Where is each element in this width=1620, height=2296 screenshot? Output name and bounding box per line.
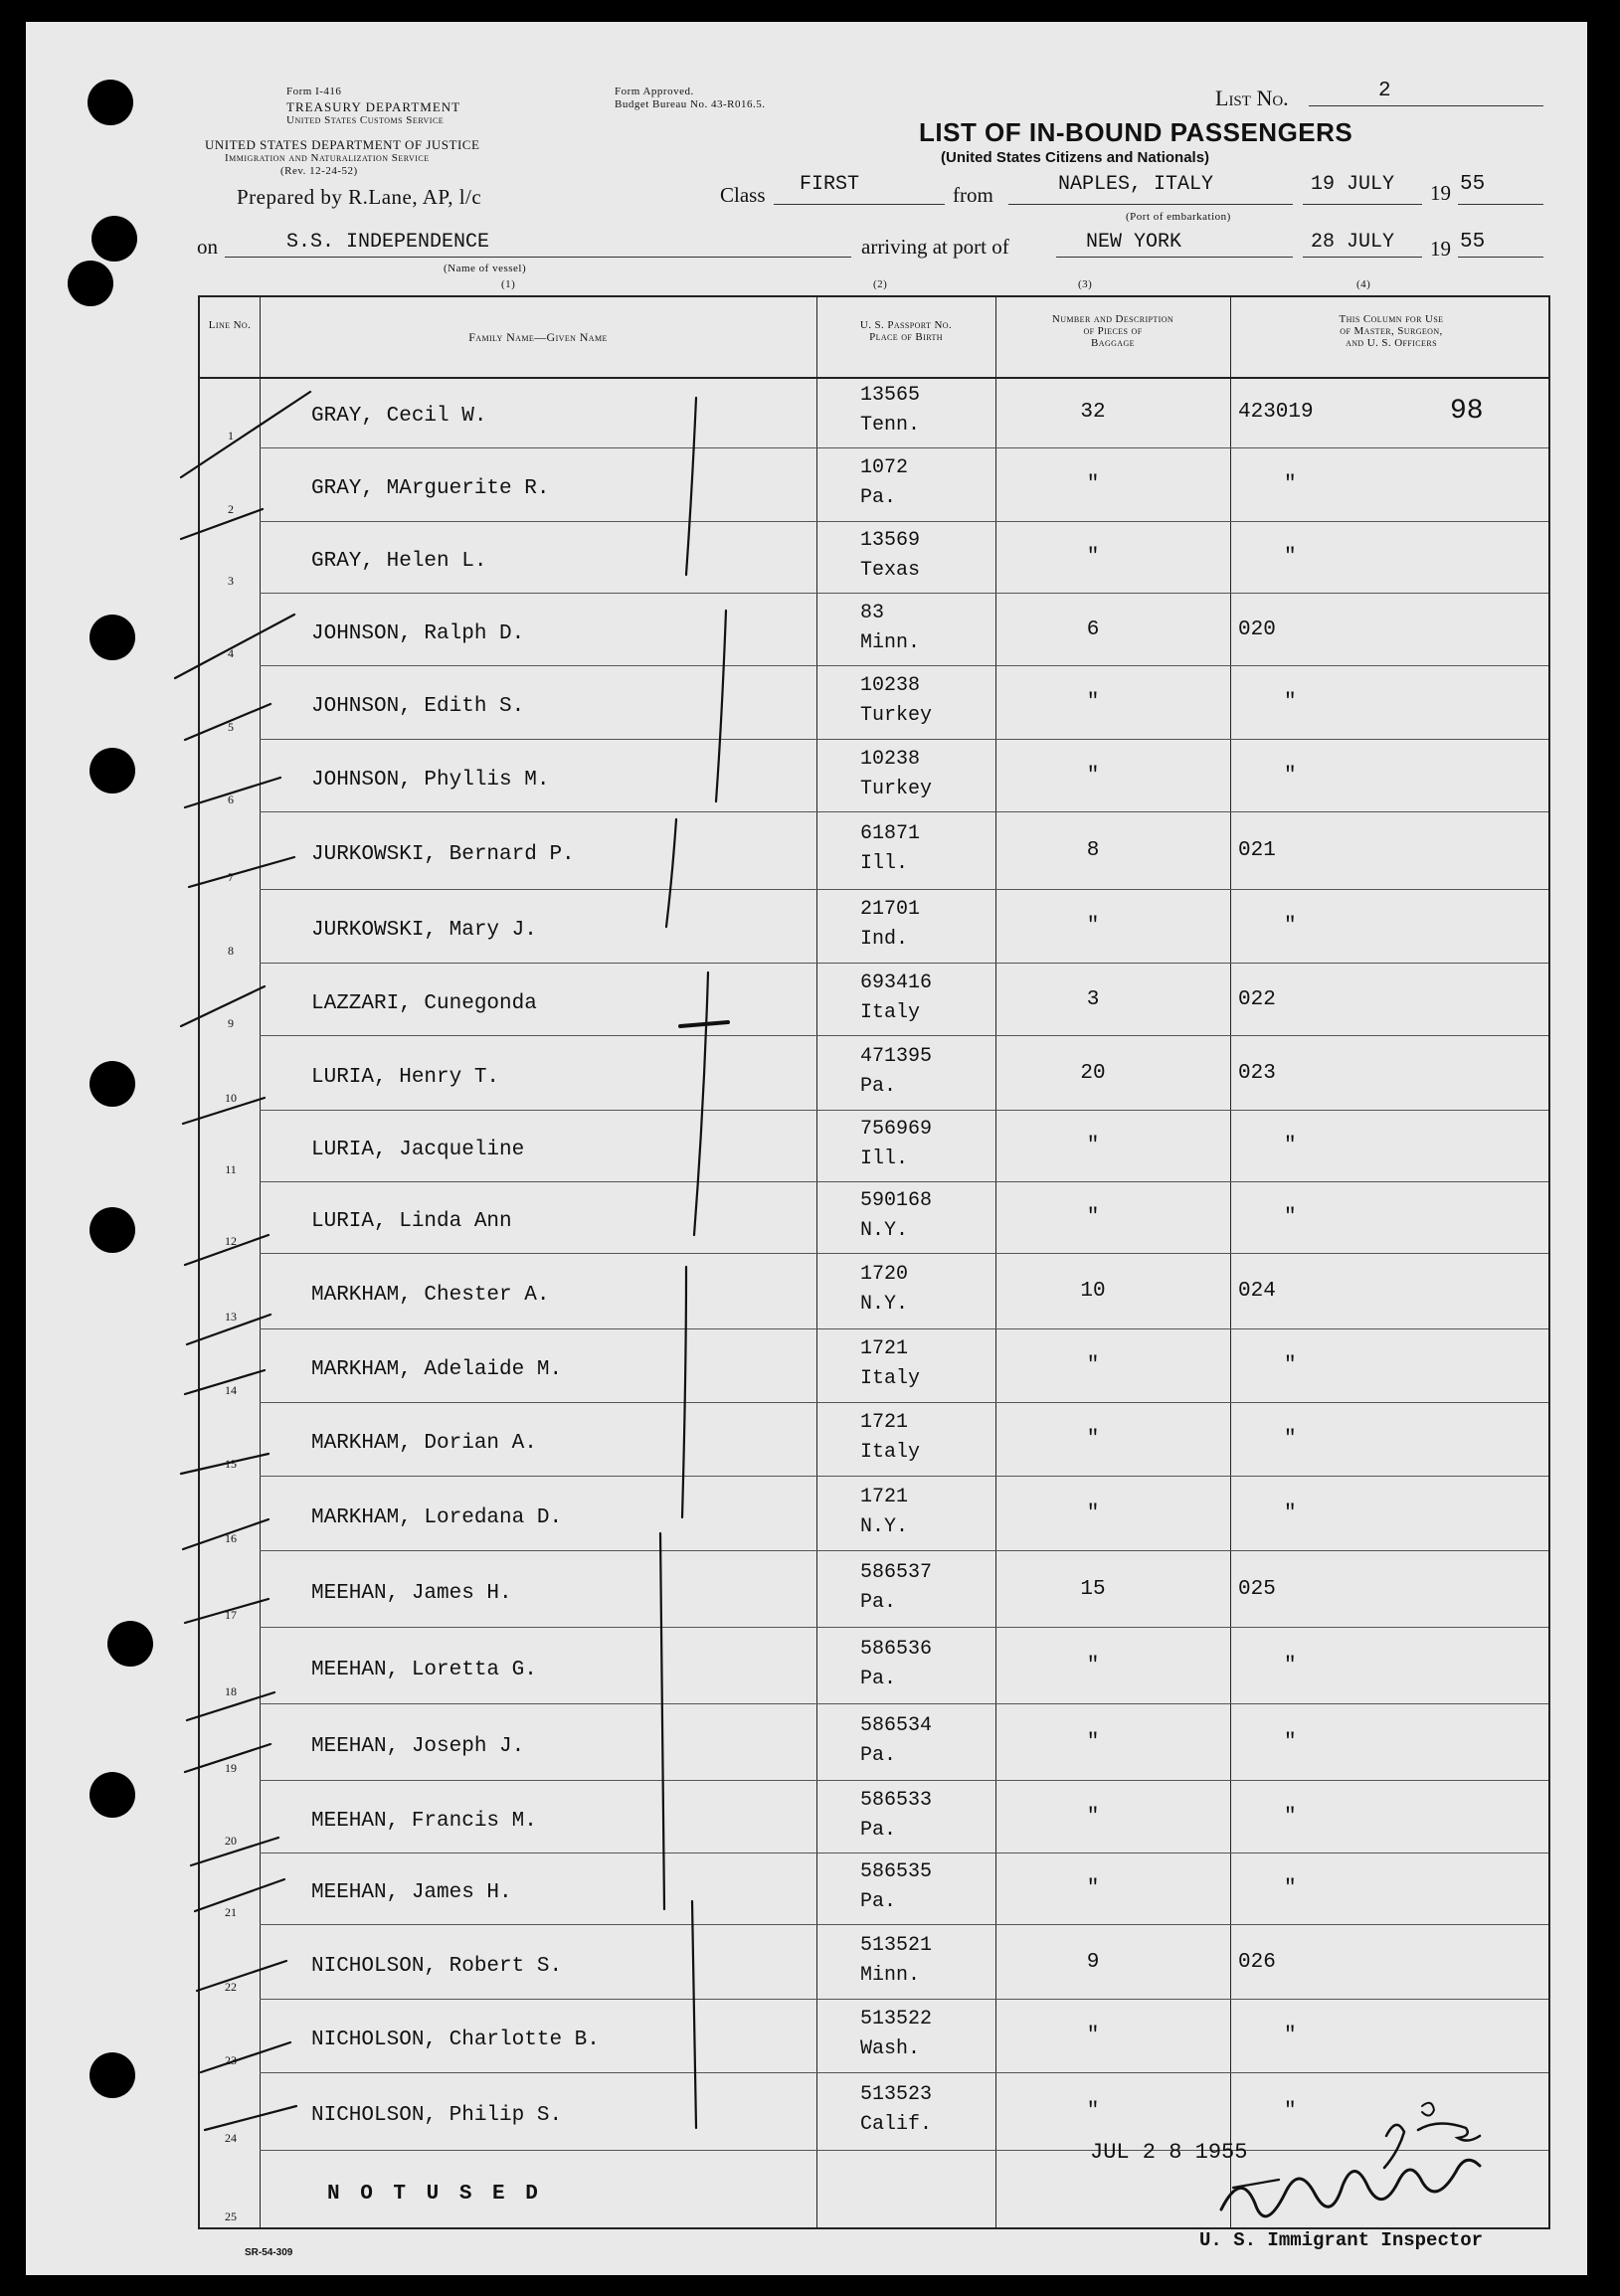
passenger-name: MEEHAN, James H. [311, 1581, 512, 1605]
officer-column-entry: " [1284, 1501, 1297, 1525]
passenger-name: GRAY, MArguerite R. [311, 477, 550, 500]
passenger-name: MEEHAN, James H. [311, 1881, 512, 1904]
passport-number: 513522 [860, 2008, 933, 2031]
from-port: NAPLES, ITALY [1058, 173, 1214, 196]
baggage-count: " [1086, 1206, 1100, 1229]
form-code: SR-54-309 [245, 2247, 293, 2258]
officer-column-entry: 023 [1238, 1061, 1276, 1085]
baggage-count: " [1086, 1730, 1100, 1754]
baggage-count: " [1086, 691, 1100, 714]
baggage-count: 9 [1086, 1950, 1100, 1974]
baggage-count: 32 [1080, 401, 1106, 424]
place-of-birth: Pa. [860, 1590, 897, 1614]
passenger-name: NICHOLSON, Robert S. [311, 1954, 563, 1978]
from-label: from [953, 183, 993, 207]
revision: (Rev. 12-24-52) [280, 165, 358, 177]
place-of-birth: N.Y. [860, 1219, 909, 1242]
baggage-count: " [1086, 546, 1100, 569]
place-of-birth: Italy [860, 1441, 921, 1464]
passport-number: 586533 [860, 1788, 933, 1812]
passenger-name: NICHOLSON, Charlotte B. [311, 2029, 600, 2051]
officer-column-entry: " [1284, 1654, 1297, 1678]
officer-column-entry: " [1284, 1354, 1297, 1377]
passport-number: 1072 [860, 456, 909, 479]
header-passport: U. S. Passport No. Place of Birth [859, 319, 953, 343]
passenger-name: GRAY, Cecil W. [311, 405, 487, 428]
list-number-label: List No. [1215, 86, 1289, 110]
line-number: 9 [228, 1016, 234, 1030]
line-number: 19 [225, 1761, 237, 1775]
officer-column-entry: " [1284, 915, 1297, 938]
line-number: 13 [225, 1310, 237, 1324]
place-of-birth: Texas [860, 559, 921, 582]
place-of-birth: Pa. [860, 1074, 897, 1098]
officer-column-entry: 025 [1238, 1577, 1276, 1601]
passport-number: 471395 [860, 1044, 933, 1068]
line-number: 20 [225, 1834, 237, 1848]
passport-number: 513521 [860, 1933, 933, 1957]
baggage-count: " [1086, 1135, 1100, 1157]
list-number: 2 [1378, 80, 1391, 102]
class-value: FIRST [800, 173, 860, 196]
passenger-name: MEEHAN, Joseph J. [311, 1734, 525, 1758]
place-of-birth: Turkey [860, 704, 933, 727]
place-of-birth: Pa. [860, 486, 897, 509]
line-number: 12 [225, 1234, 237, 1248]
baggage-count: " [1086, 2100, 1100, 2123]
arrival-year: 55 [1460, 231, 1486, 254]
place-of-birth: Minn. [860, 1963, 921, 1987]
form-approved: Form Approved. [615, 86, 694, 97]
place-of-birth: Ind. [860, 928, 909, 951]
passenger-name: JOHNSON, Phyllis M. [311, 768, 550, 792]
place-of-birth: Pa. [860, 1667, 897, 1690]
officer-column-entry: 026 [1238, 1950, 1276, 1974]
place-of-birth: Turkey [860, 777, 933, 800]
passport-number: 1720 [860, 1263, 909, 1286]
page-subtitle: (United States Citizens and Nationals) [941, 149, 1210, 166]
officer-column-entry: " [1284, 691, 1297, 714]
officer-column-entry: " [1284, 473, 1297, 496]
line-number: 7 [228, 870, 234, 884]
arrival-port: NEW YORK [1086, 231, 1182, 254]
officer-column-entry: 423019 [1238, 401, 1314, 424]
top-right-mark: 98 [1450, 396, 1484, 427]
line-number: 15 [225, 1457, 237, 1471]
page-title: LIST OF IN-BOUND PASSENGERS [919, 117, 1353, 147]
place-of-birth: Italy [860, 1000, 921, 1024]
passenger-name: JOHNSON, Edith S. [311, 695, 525, 718]
officer-column-entry: " [1284, 1135, 1297, 1157]
prepared-by: Prepared by R.Lane, AP, l/c [237, 185, 482, 209]
baggage-count: " [1086, 1654, 1100, 1678]
budget-bureau: Budget Bureau No. 43-R016.5. [615, 98, 766, 110]
line-number: 21 [225, 1905, 237, 1919]
class-label: Class [720, 183, 766, 207]
baggage-count: 8 [1086, 839, 1100, 862]
line-number: 25 [225, 2209, 237, 2223]
place-of-birth: Italy [860, 1367, 921, 1390]
arrival-stamp: JUL 2 8 1955 [1090, 2140, 1248, 2165]
line-number: 11 [225, 1162, 237, 1176]
baggage-count: 10 [1080, 1280, 1106, 1303]
line-number: 23 [225, 2053, 237, 2067]
treasury-department: TREASURY DEPARTMENT [286, 99, 461, 114]
line-number: 5 [228, 720, 234, 734]
baggage-count: " [1086, 1501, 1100, 1525]
line-number: 24 [225, 2131, 237, 2145]
passport-number: 1721 [860, 1411, 909, 1434]
officer-column-entry: " [1284, 764, 1297, 788]
place-of-birth: Calif. [860, 2113, 933, 2136]
baggage-count: " [1086, 1354, 1100, 1377]
inspector-label: U. S. Immigrant Inspector [1199, 2229, 1484, 2251]
form-number: Form I-416 [286, 86, 342, 97]
officer-column-entry: " [1284, 546, 1297, 569]
place-of-birth: Pa. [860, 1890, 897, 1913]
line-number: 8 [228, 944, 234, 958]
baggage-count: " [1086, 764, 1100, 788]
line-number: 10 [225, 1091, 237, 1105]
vessel-name: S.S. INDEPENDENCE [286, 231, 490, 254]
line-number: 3 [228, 574, 234, 588]
passport-number: 513523 [860, 2083, 933, 2106]
col-num-3: (3) [1078, 278, 1093, 290]
line-number: 4 [228, 646, 234, 660]
officer-column-entry: " [1284, 2100, 1297, 2123]
passenger-name: MARKHAM, Loredana D. [311, 1505, 563, 1529]
col-num-4: (4) [1356, 278, 1371, 290]
baggage-count: 6 [1086, 618, 1100, 641]
embark-year-prefix: 19 [1430, 181, 1451, 205]
passport-number: 83 [860, 601, 885, 624]
passenger-name: LURIA, Jacqueline [311, 1139, 525, 1161]
passport-number: 13565 [860, 384, 921, 407]
passport-number: 10238 [860, 747, 921, 771]
passenger-name: JOHNSON, Ralph D. [311, 621, 525, 645]
arrival-year-prefix: 19 [1430, 237, 1451, 261]
header-line-no: Line No. [208, 319, 252, 331]
col-num-1: (1) [501, 278, 516, 290]
on-label: on [197, 235, 218, 259]
passport-number: 61871 [860, 822, 921, 845]
line-number: 14 [225, 1383, 237, 1397]
officer-column-entry: " [1284, 1428, 1297, 1451]
passport-number: 586535 [860, 1860, 933, 1883]
line-number: 22 [225, 1980, 237, 1994]
baggage-count: " [1086, 2025, 1100, 2047]
embark-year: 55 [1460, 173, 1486, 196]
arriving-label: arriving at port of [861, 235, 1009, 259]
passport-number: 586537 [860, 1560, 933, 1584]
passport-number: 1721 [860, 1485, 909, 1508]
department-of-justice: UNITED STATES DEPARTMENT OF JUSTICE [205, 137, 480, 152]
handwritten-marks [26, 22, 1587, 2275]
baggage-count: " [1086, 1877, 1100, 1900]
passenger-name: N O T U S E D [327, 2182, 542, 2206]
passenger-name: MARKHAM, Dorian A. [311, 1432, 537, 1455]
place-of-birth: Pa. [860, 1818, 897, 1842]
passport-number: 1721 [860, 1337, 909, 1360]
place-of-birth: Tenn. [860, 414, 921, 437]
place-of-birth: Wash. [860, 2037, 921, 2060]
baggage-count: 15 [1080, 1577, 1106, 1601]
line-number: 17 [225, 1608, 237, 1622]
place-of-birth: Ill. [860, 852, 909, 875]
line-number: 18 [225, 1684, 237, 1698]
place-of-birth: Minn. [860, 630, 921, 654]
officer-column-entry: " [1284, 1877, 1297, 1900]
officer-column-entry: 020 [1238, 618, 1276, 641]
embark-date: 19 JULY [1311, 173, 1395, 196]
passport-number: 756969 [860, 1118, 933, 1141]
passenger-name: GRAY, Helen L. [311, 550, 487, 573]
place-of-birth: N.Y. [860, 1293, 909, 1316]
customs-service: United States Customs Service [286, 114, 445, 126]
col-num-2: (2) [873, 278, 888, 290]
baggage-count: " [1086, 915, 1100, 938]
place-of-birth: Ill. [860, 1148, 909, 1170]
passenger-name: LURIA, Henry T. [311, 1065, 500, 1089]
line-number: 2 [228, 502, 234, 516]
passport-number: 13569 [860, 529, 921, 552]
line-number: 16 [225, 1531, 237, 1545]
immigration-service: Immigration and Naturalization Service [225, 152, 430, 164]
passport-number: 10238 [860, 674, 921, 697]
passport-number: 590168 [860, 1189, 933, 1212]
officer-column-entry: " [1284, 1206, 1297, 1229]
passenger-name: MARKHAM, Chester A. [311, 1284, 550, 1307]
passenger-name: MEEHAN, Loretta G. [311, 1658, 537, 1681]
place-of-birth: Pa. [860, 1743, 897, 1767]
passenger-name: NICHOLSON, Philip S. [311, 2104, 563, 2127]
officer-column-entry: " [1284, 1730, 1297, 1754]
line-number: 1 [228, 429, 234, 442]
header-officers: This Column for Use of Master, Surgeon, and U. S. Officers [1339, 313, 1444, 349]
passport-number: 586534 [860, 1713, 933, 1737]
passport-number: 21701 [860, 898, 921, 921]
header-baggage: Number and Description of Pieces of Baggage [1051, 313, 1174, 349]
passenger-name: JURKOWSKI, Bernard P. [311, 843, 575, 866]
line-number: 6 [228, 793, 234, 806]
passenger-name: MARKHAM, Adelaide M. [311, 1358, 563, 1381]
officer-column-entry: 021 [1238, 839, 1276, 862]
passport-number: 693416 [860, 971, 933, 994]
vessel-caption: (Name of vessel) [444, 263, 527, 274]
officer-column-entry: 024 [1238, 1280, 1276, 1303]
passenger-name: LAZZARI, Cunegonda [311, 991, 537, 1015]
officer-column-entry: " [1284, 2025, 1297, 2047]
officer-column-entry: 022 [1238, 987, 1276, 1011]
baggage-count: " [1086, 473, 1100, 496]
port-embark-caption: (Port of embarkation) [1126, 211, 1231, 223]
header-name: Family Name—Given Name [468, 330, 608, 344]
baggage-count: " [1086, 1805, 1100, 1829]
arrival-date: 28 JULY [1311, 231, 1395, 254]
document-page [26, 22, 1587, 2275]
passport-number: 586536 [860, 1637, 933, 1661]
baggage-count: " [1086, 1428, 1100, 1451]
place-of-birth: N.Y. [860, 1514, 909, 1538]
passenger-name: JURKOWSKI, Mary J. [311, 919, 537, 942]
passenger-name: MEEHAN, Francis M. [311, 1809, 537, 1833]
baggage-count: 3 [1086, 987, 1100, 1011]
officer-column-entry: " [1284, 1805, 1297, 1829]
baggage-count: 20 [1080, 1061, 1106, 1085]
passenger-name: LURIA, Linda Ann [311, 1210, 512, 1233]
